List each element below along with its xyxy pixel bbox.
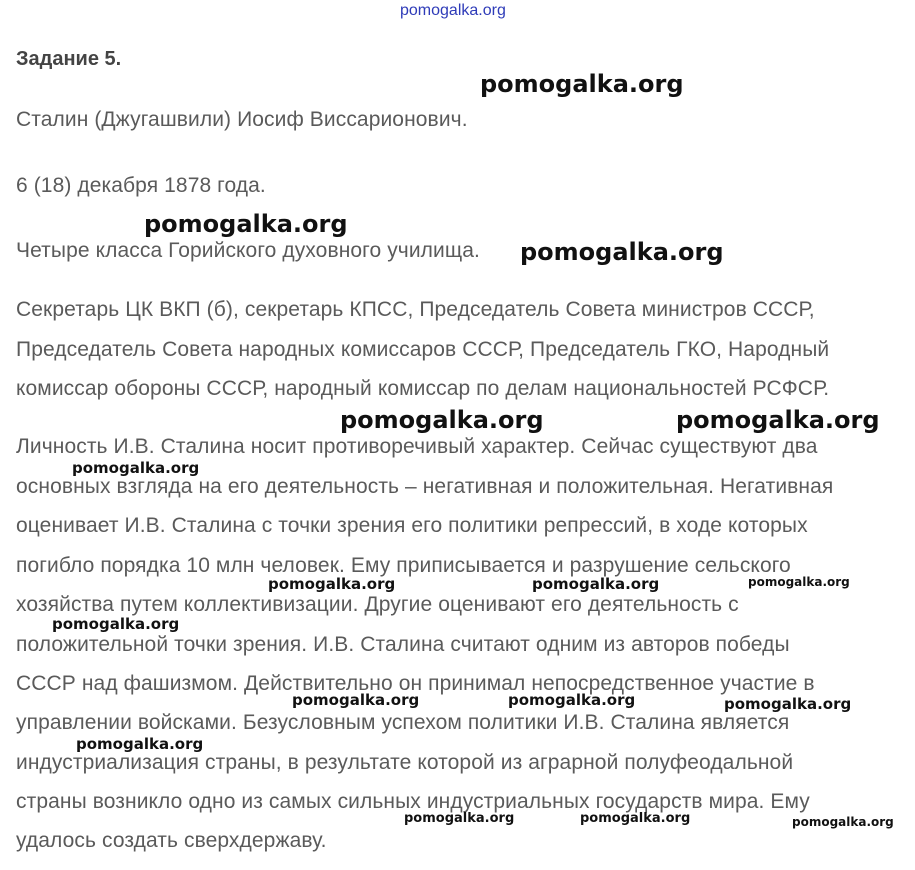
watermark: pomogalka.org xyxy=(676,406,880,434)
watermark: pomogalka.org xyxy=(76,735,204,753)
assessment-line: Личность И.В. Сталина носит противоречивый характер. Сейчас существуют два xyxy=(16,435,818,458)
watermark: pomogalka.org xyxy=(292,691,420,709)
assessment-line: СССР над фашизмом. Действительно он принимал непосредственное участие в xyxy=(16,672,815,695)
assessment-line: страны возникло одно из самых сильных индустриальных государств мира. Ему xyxy=(16,790,810,813)
assessment-line: хозяйства путем коллективизации. Другие оценивают его деятельность с xyxy=(16,593,739,616)
task-title: Задание 5. xyxy=(16,48,122,70)
answer-education: Четыре класса Горийского духовного училища. xyxy=(16,239,480,262)
site-link[interactable]: pomogalka.org xyxy=(400,2,506,19)
assessment-line: основных взгляда на его деятельность – негативная и положительная. Негативная xyxy=(16,475,834,498)
watermark: pomogalka.org xyxy=(480,70,684,98)
watermark: pomogalka.org xyxy=(268,575,396,593)
answer-positions-line: Секретарь ЦК ВКП (б), секретарь КПСС, Председатель Совета министров СССР, xyxy=(16,298,815,321)
assessment-line: оценивает И.В. Сталина с точки зрения его политики репрессий, в ходе которых xyxy=(16,514,808,537)
watermark: pomogalka.org xyxy=(724,695,852,713)
watermark: pomogalka.org xyxy=(580,811,691,826)
watermark: pomogalka.org xyxy=(72,459,200,477)
answer-birth: 6 (18) декабря 1878 года. xyxy=(16,174,266,197)
watermark: pomogalka.org xyxy=(792,815,894,829)
answer-positions-line: Председатель Совета народных комиссаров СССР, Председатель ГКО, Народный xyxy=(16,338,830,361)
assessment-line: управлении войсками. Безусловным успехом политики И.В. Сталина является xyxy=(16,711,790,734)
watermark: pomogalka.org xyxy=(520,238,724,266)
assessment-line: положительной точки зрения. И.В. Сталина считают одним из авторов победы xyxy=(16,633,790,656)
answer-name: Сталин (Джугашвили) Иосиф Виссарионович. xyxy=(16,108,468,131)
watermark: pomogalka.org xyxy=(508,691,636,709)
assessment-line: удалось создать сверхдержаву. xyxy=(16,829,327,852)
assessment-line: погибло порядка 10 млн человек. Ему приписывается и разрушение сельского xyxy=(16,554,791,577)
assessment-line: индустриализация страны, в результате которой из аграрной полуфеодальной xyxy=(16,751,794,774)
watermark: pomogalka.org xyxy=(532,575,660,593)
answer-positions-line: комиссар обороны СССР, народный комиссар по делам национальностей РСФСР. xyxy=(16,377,830,400)
watermark: pomogalka.org xyxy=(144,210,348,238)
watermark: pomogalka.org xyxy=(340,406,544,434)
watermark: pomogalka.org xyxy=(404,811,515,826)
watermark: pomogalka.org xyxy=(52,615,180,633)
watermark: pomogalka.org xyxy=(748,575,850,589)
